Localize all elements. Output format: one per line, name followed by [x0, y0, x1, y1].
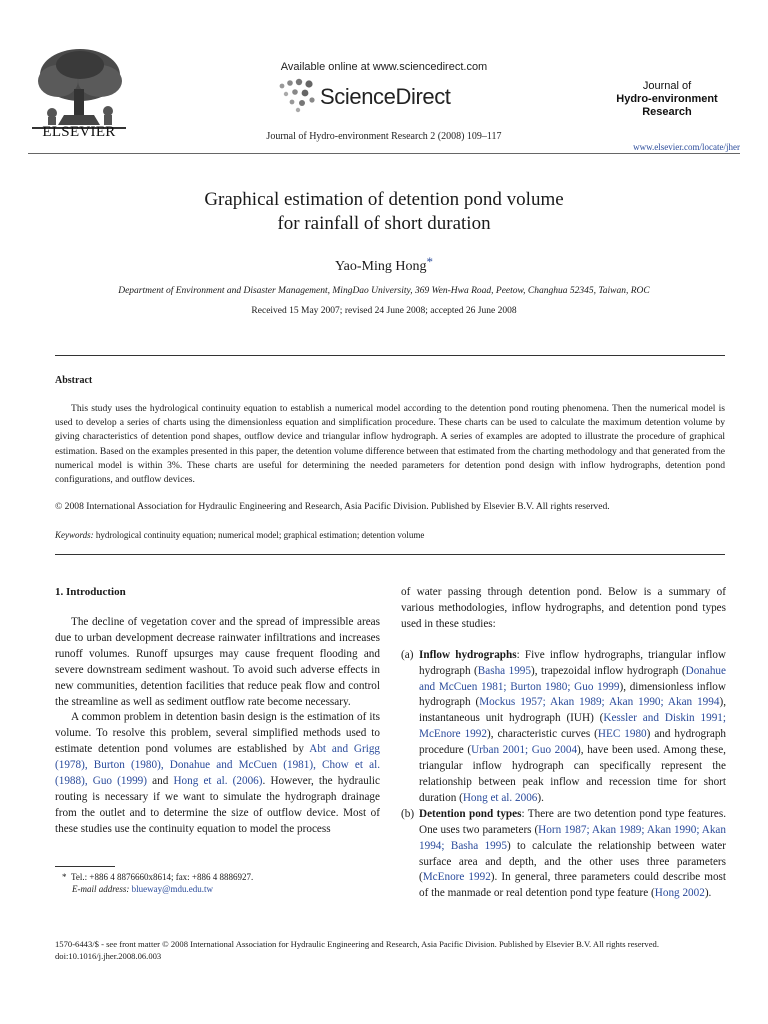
header-divider: [28, 153, 740, 154]
sciencedirect-logo[interactable]: [276, 78, 476, 114]
footnote-star: *: [62, 872, 67, 882]
page-footer: [55, 938, 755, 962]
list-item-label: Inflow hydrographs: [419, 648, 517, 661]
list-item-inflow-hydrographs: [401, 648, 726, 807]
abstract-heading: Abstract: [55, 375, 93, 386]
list-text: ), dimensionless inflow hydrograph (: [419, 680, 726, 709]
available-online-text[interactable]: Available online at www.sciencedirect.com: [280, 61, 488, 73]
section-heading-introduction: 1. Introduction: [55, 586, 126, 598]
intro-p2-and: and: [152, 775, 169, 788]
journal-brand: [592, 80, 742, 119]
list-text: ).: [704, 887, 712, 900]
reference-link[interactable]: Abt and Grigg (1978), Burton (1980), Donahue and McCuen (1981), Chow et al. (1988), Guo (1999): [55, 743, 381, 788]
abstract-copyright: © 2008 International Association for Hydraulic Engineering and Research, Asia Pacific Division. Published by Elsevier B.V. All rights reserved.: [55, 501, 610, 512]
list-text: ), have been used. Among these, triangular inflow hydrograph can specifically represent the relationship between peak inflow and recession time for short duration (: [419, 744, 726, 804]
list-marker: (b): [401, 807, 415, 820]
footnote-contact-line: [62, 871, 253, 883]
list-item-detention-pond-types: [401, 807, 726, 902]
author-name: Yao-Ming Hong: [334, 259, 427, 274]
list-text: ).: [537, 791, 544, 804]
journal-citation: Journal of Hydro-environment Research 2 (2008) 109–117: [266, 131, 502, 142]
footnote-tel: Tel.: +886 4 8876660x8614; fax: +886 4 8886927.: [71, 872, 254, 882]
author-footnote-link[interactable]: *: [426, 254, 434, 269]
reference-link[interactable]: Mockus 1957; Akan 1989; Akan 1990; Akan 1994: [479, 696, 720, 709]
page-header: [0, 0, 768, 150]
intro-paragraph-2: [55, 710, 380, 837]
list-text: ), trapezoidal inflow hydrograph (: [530, 664, 686, 677]
list-text: : There are two detention pond type features. One uses two parameters (: [419, 807, 726, 836]
reference-link[interactable]: Horn 1987; Akan 1989; Akan 1990; Akan 1994; Basha 1995: [419, 823, 726, 852]
list-item-label: Detention pond types: [419, 807, 522, 820]
journal-brand-line2: Hydro-environment: [616, 93, 718, 105]
article-title: [0, 188, 768, 236]
sciencedirect-wordmark: ScienceDirect: [320, 84, 451, 109]
right-column: [401, 585, 726, 902]
author-affiliation: Department of Environment and Disaster Management, MingDao University, 369 Wen-Hwa Road, Peetow, Changhua 52345, Taiwan, ROC: [118, 286, 650, 296]
list-text: ) to calculate the relationship between water surface area and depth, and the other uses three parameters (: [419, 839, 726, 884]
elsevier-tree-logo: [28, 38, 130, 138]
reference-link[interactable]: Hong 2002: [654, 887, 705, 900]
list-text: : Five inflow hydrographs, triangular inflow hydrograph (: [419, 648, 726, 677]
journal-url-link[interactable]: www.elsevier.com/locate/jher: [633, 142, 740, 152]
reference-link[interactable]: Hong et al. (2006): [173, 775, 263, 788]
sciencedirect-dots-icon: [276, 78, 318, 114]
journal-brand-line3: Research: [642, 106, 692, 118]
reference-link[interactable]: HEC 1980: [597, 728, 647, 741]
reference-link[interactable]: Donahue and McCuen 1981; Burton 1980; Guo 1999: [419, 664, 726, 693]
reference-link[interactable]: Hong et al. 2006: [462, 791, 538, 804]
publisher-name: ELSEVIER: [42, 124, 116, 140]
author-line: [0, 254, 768, 275]
right-paragraph-1: of water passing through detention pond. Below is a summary of various methodologies, inflow hydrographs, and detention pond types used in these studies:: [401, 586, 726, 630]
intro-p2-text-a: A common problem in detention basin design is the estimation of its volume. To resolve this problem, several simplified methods used to estimate detention pond volumes are established by: [55, 711, 380, 756]
list-text: ) and hydrograph procedure (: [419, 728, 727, 757]
keywords-list: hydrological continuity equation; numerical model; graphical estimation; detention volume: [95, 530, 425, 540]
received-dates: Received 15 May 2007; revised 24 June 2008; accepted 26 June 2008: [251, 306, 517, 316]
author-footnote: [62, 871, 253, 895]
keywords: [55, 530, 725, 540]
list-text: ), characteristic curves (: [486, 728, 598, 741]
abstract-text: This study uses the hydrological continuity equation to establish a numerical model according to the detention pond routing phenomena. Then the numerical model is used to develop a series of charts using the dimensionless equation and simplification procedure. These charts can be used to calculate the maximum detention volume by giving characteristics of detention pond shapes, outflow device and triangular inflow hydrograph. A series of examples are adopted to illustrate the procedure of graphical estimation. Based on the examples presented in this paper, the detention volume difference between that estimated from the charting methodology and that generated from the numerical model is within 3%. These charts are useful for determining the needed parameters for detention pond design with inflow hydrographs, detention pond configurations, and outflow devices.: [55, 403, 725, 486]
reference-link[interactable]: Kessler and Diskin 1991; McEnore 1992: [419, 712, 727, 741]
article-title-line2: for rainfall of short duration: [277, 213, 491, 234]
reference-link[interactable]: McEnore 1992: [422, 871, 491, 884]
footnote-divider: [55, 866, 115, 867]
list-text: ), instantaneous unit hydrograph (IUH) (: [419, 696, 726, 725]
abstract-bottom-divider: [55, 554, 725, 555]
article-title-line1: Graphical estimation of detention pond volume: [204, 189, 564, 210]
intro-p2-text-b: . However, the hydraulic routing is necessary if we want to simulate the hydrograph drainage from the outlet and to determine the size of outflow device. Most of these studies use the continuity equation to model the process: [55, 775, 380, 835]
footnote-email-label: E-mail address:: [72, 884, 130, 894]
footer-doi: doi:10.1016/j.jher.2008.06.003: [55, 951, 162, 961]
author-email-link[interactable]: blueway@mdu.edu.tw: [131, 884, 213, 894]
intro-paragraph-1: The decline of vegetation cover and the spread of impressible areas due to urban development decrease rainwater infiltrations and increases runoff volumes. Runoff upsurges may cause frequent flooding and severe downstream sediment washout. To avoid such adverse effects in new communities, detention facilities that reduce peak flow and control the streamline as well as sediment outflow rate become necessary.: [55, 616, 380, 708]
reference-link[interactable]: Urban 2001; Guo 2004: [471, 744, 578, 757]
list-text: ). In general, three parameters could describe most of the manmade or real detention pond type feature (: [419, 871, 726, 900]
list-marker: (a): [401, 648, 414, 661]
keywords-label: Keywords:: [55, 530, 94, 540]
abstract-top-divider: [55, 355, 725, 356]
footer-front-matter: 1570-6443/$ - see front matter © 2008 International Association for Hydraulic Engineering and Research, Asia Pacific Division. Published by Elsevier B.V. All rights reserved.: [55, 939, 659, 949]
footnote-email-line: [62, 883, 253, 895]
reference-link[interactable]: Basha 1995: [477, 664, 531, 677]
left-column: [55, 585, 380, 838]
journal-brand-line1: Journal of: [642, 80, 692, 92]
